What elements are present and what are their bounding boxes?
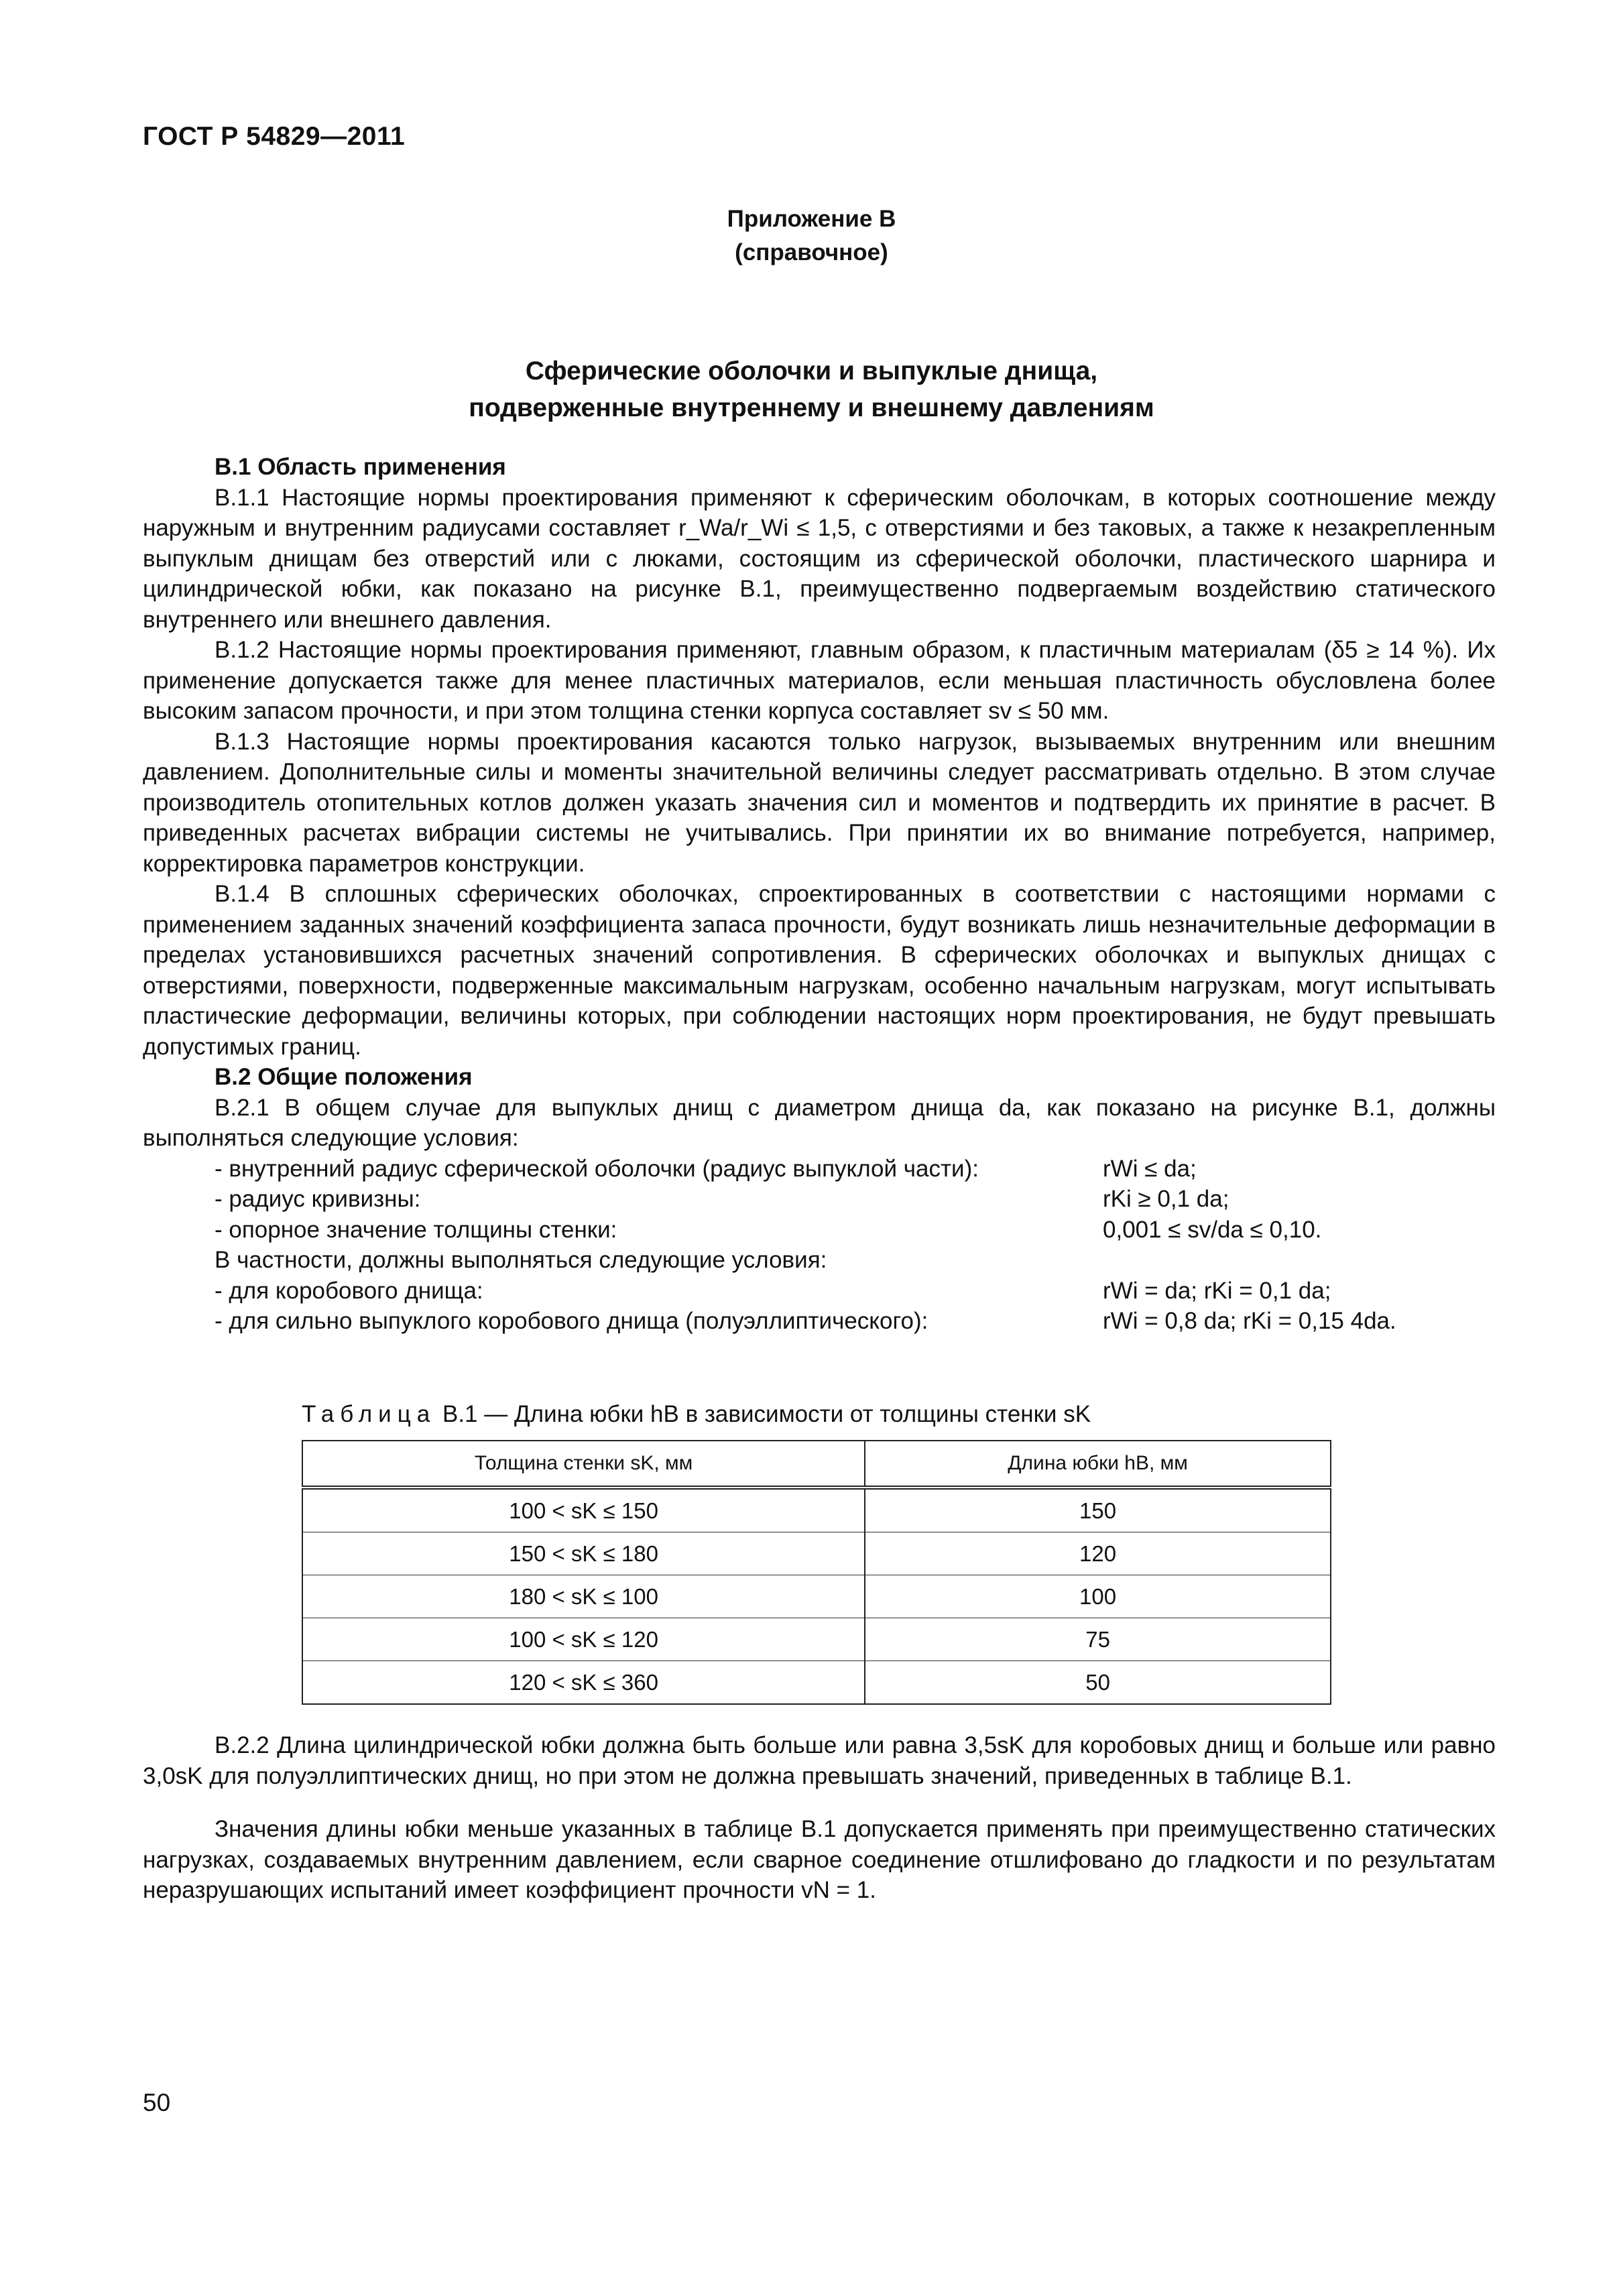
condition-row xyxy=(143,1184,1496,1215)
annex-type: (справочное) xyxy=(735,239,888,265)
condition-label: - радиус кривизны: xyxy=(215,1186,421,1212)
document-header: ГОСТ Р 54829—2011 xyxy=(143,122,406,151)
section-heading-b1: В.1 Область применения xyxy=(215,454,506,480)
condition-value: 0,001 ≤ sv/da ≤ 0,10. xyxy=(1103,1216,1322,1243)
particular-conditions-intro: В частности, должны выполняться следующие условия: xyxy=(215,1247,827,1273)
condition-label: - для сильно выпуклого коробового днища (полуэллиптического): xyxy=(215,1308,928,1334)
condition-row xyxy=(143,1276,1496,1307)
paragraph-b11: В.1.1 Настоящие нормы проектирования применяют к сферическим оболочкам, в которых соотношение между наружным и внутренним радиусами составляет r_Wa/r_Wi ≤ 1,5, с отверстиями и без таковых, а также к незакрепленным выпуклым днищам без отверстий или с люками, состоящим из сферической оболочки, пластического шарнира и цилиндрической юбки, как показано на рисунке В.1, преимущественно подвергаемым воздействию статического внутреннего или внешнего давления. xyxy=(143,484,1496,633)
skirt-length-table xyxy=(302,1440,1331,1705)
condition-label: - внутренний радиус сферической оболочки (радиус выпуклой части): xyxy=(215,1155,979,1182)
table-row xyxy=(302,1488,1331,1532)
cell-skirt-length: 150 xyxy=(865,1488,1331,1532)
condition-value: rWi = 0,8 da; rKi = 0,15 4da. xyxy=(1103,1308,1396,1334)
condition-label: - для коробового днища: xyxy=(215,1277,483,1304)
table-row xyxy=(302,1618,1331,1661)
table-row xyxy=(302,1575,1331,1618)
table-row xyxy=(302,1532,1331,1575)
cell-thickness-range: 150 < sK ≤ 180 xyxy=(302,1532,865,1575)
cell-thickness-range: 180 < sK ≤ 100 xyxy=(302,1575,865,1618)
cell-thickness-range: 100 < sK ≤ 150 xyxy=(302,1488,865,1532)
page-title xyxy=(0,353,1623,426)
title-line-1: Сферические оболочки и выпуклые днища, xyxy=(525,357,1098,385)
paragraph-b13: В.1.3 Настоящие нормы проектирования касаются только нагрузок, вызываемых внутренним или внешним давлением. Дополнительные силы и моменты значительной величины следует рассматривать отдельно. В этом случае производитель отопительных котлов должен указать значения сил и моментов и подтвердить их принятие в расчет. В приведенных расчетах вибрации системы не учитывались. При принятии их во внимание потребуется, например, корректировка параметров конструкции. xyxy=(143,728,1496,877)
main-body xyxy=(143,452,1496,1337)
paragraph-b22: В.2.2 Длина цилиндрической юбки должна быть больше или равна 3,5sK для коробовых днищ и больше или равно 3,0sK для полуэллиптических днищ, но при этом не должна превышать значений, приведенных в таблице В.1. xyxy=(143,1732,1496,1789)
cell-thickness-range: 120 < sK ≤ 360 xyxy=(302,1661,865,1705)
table-row xyxy=(302,1661,1331,1705)
cell-skirt-length: 100 xyxy=(865,1575,1331,1618)
table-caption-prefix: Таблица xyxy=(302,1401,436,1427)
column-header-thickness: Толщина стенки sK, мм xyxy=(302,1441,865,1488)
cell-skirt-length: 75 xyxy=(865,1618,1331,1661)
section-heading-b2: В.2 Общие положения xyxy=(215,1064,473,1090)
condition-row xyxy=(143,1306,1496,1337)
closing-paragraphs xyxy=(143,1730,1496,1929)
paragraph-skirt-exception: Значения длины юбки меньше указанных в таблице В.1 допускается применять при преимущественно статических нагрузках, создаваемых внутренним давлением, если сварное соединение отшлифовано до гладкости и по результатам неразрушающих испытаний имеет коэффициент прочности vN = 1. xyxy=(143,1816,1496,1903)
page-number: 50 xyxy=(143,2089,171,2116)
condition-label: - опорное значение толщины стенки: xyxy=(215,1216,617,1243)
condition-value: rWi = da; rKi = 0,1 da; xyxy=(1103,1277,1331,1304)
annex-label xyxy=(0,202,1623,269)
table-caption-text: В.1 — Длина юбки hB в зависимости от толщины стенки sK xyxy=(442,1401,1091,1427)
title-line-2: подверженные внутреннему и внешнему давлениям xyxy=(469,394,1154,422)
condition-value: rKi ≥ 0,1 da; xyxy=(1103,1186,1229,1212)
paragraph-b12: В.1.2 Настоящие нормы проектирования применяют, главным образом, к пластичным материалам (δ5 ≥ 14 %). Их применение допускается также для менее пластичных материалов, если меньшая пластичность обусловлена более высоким запасом прочности, и при этом толщина стенки корпуса составляет sv ≤ 50 мм. xyxy=(143,637,1496,724)
paragraph-b21: В.2.1 В общем случае для выпуклых днищ с диаметром днища da, как показано на рисунке В.1, должны выполняться следующие условия: xyxy=(143,1094,1496,1151)
cell-skirt-length: 120 xyxy=(865,1532,1331,1575)
annex-title: Приложение В xyxy=(727,206,896,232)
cell-thickness-range: 100 < sK ≤ 120 xyxy=(302,1618,865,1661)
condition-row xyxy=(143,1154,1496,1185)
cell-skirt-length: 50 xyxy=(865,1661,1331,1705)
table-header-row xyxy=(302,1441,1331,1488)
table-caption xyxy=(302,1401,1091,1428)
condition-row xyxy=(143,1215,1496,1246)
condition-value: rWi ≤ da; xyxy=(1103,1155,1197,1182)
column-header-skirt-length: Длина юбки hB, мм xyxy=(865,1441,1331,1488)
paragraph-b14: В.1.4 В сплошных сферических оболочках, спроектированных в соответствии с настоящими нормами с применением заданных значений коэффициента запаса прочности, будут возникать лишь незначительные деформации в пределах установившихся расчетных значений сопротивления. В сферических оболочках и выпуклых днищах с отверстиями, поверхности, подверженные максимальным нагрузкам, особенно начальным нагрузкам, могут испытывать пластические деформации, величины которых, при соблюдении настоящих норм проектирования, не будут превышать допустимых границ. xyxy=(143,881,1496,1060)
